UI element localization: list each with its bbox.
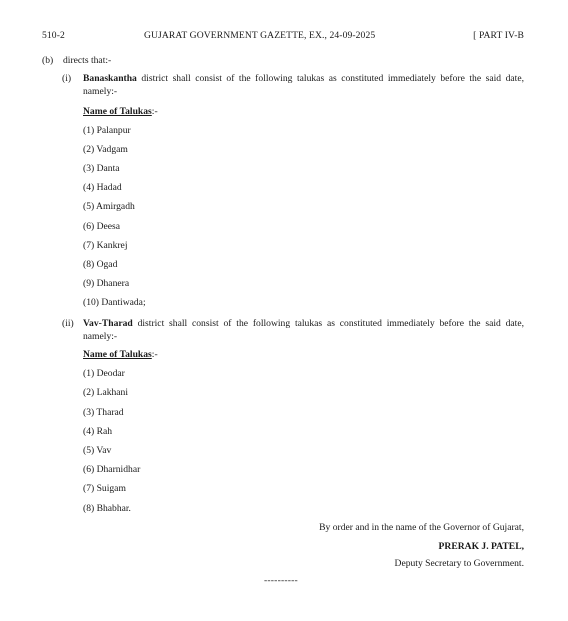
page-number: 510-2 [42,30,65,41]
subclause-i [62,72,524,98]
talukas-heading-i [83,106,158,117]
subclause-i-marker: (i) [62,73,72,84]
list-item: (7) Kankrej [83,240,128,251]
list-item: (6) Dharnidhar [83,464,141,475]
list-item: (5) Vav [83,445,112,456]
list-item: (1) Deodar [83,368,125,379]
subclause-i-text [83,72,524,98]
signatory-designation: Deputy Secretary to Government. [394,558,524,569]
district-name-banaskantha: Banaskantha [83,73,137,84]
gazette-title: GUJARAT GOVERNMENT GAZETTE, EX., 24-09-2025 [144,30,376,41]
subclause-i-body: district shall consist of the following talukas as constituted immediately before the said date, namely:- [83,73,524,97]
talukas-heading-ii [83,349,158,360]
subclause-ii [62,317,524,343]
part-label: [ PART IV-B [473,30,524,41]
talukas-heading-label: Name of Talukas [83,349,152,360]
talukas-heading-suffix: :- [151,349,158,360]
signatory-name: PRERAK J. PATEL, [438,541,524,552]
end-rule: ---------- [264,575,298,586]
order-line: By order and in the name of the Governor of Gujarat, [319,522,524,533]
list-item: (4) Hadad [83,182,122,193]
clause-b-marker: (b) [42,55,54,66]
subclause-ii-marker: (ii) [62,318,74,329]
list-item: (4) Rah [83,426,113,437]
subclause-ii-text [83,317,524,343]
list-item: (2) Vadgam [83,144,128,155]
talukas-heading-suffix: :- [151,106,158,117]
subclause-ii-body: district shall consist of the following talukas as constituted immediately before the said date, namely:- [83,318,524,342]
list-item: (3) Danta [83,163,120,174]
list-item: (2) Lakhani [83,387,129,398]
list-item: (5) Amirgadh [83,201,135,212]
list-item: (9) Dhanera [83,278,130,289]
list-item: (3) Tharad [83,407,124,418]
list-item: (7) Suigam [83,483,126,494]
list-item: (1) Palanpur [83,125,131,136]
clause-b-text: directs that:- [63,55,112,66]
list-item: (8) Ogad [83,259,118,270]
talukas-heading-label: Name of Talukas [83,106,152,117]
clause-b [42,55,111,66]
district-name-vav-tharad: Vav-Tharad [83,318,133,329]
page-header [42,30,524,44]
list-item: (10) Dantiwada; [83,297,146,308]
list-item: (6) Deesa [83,221,121,232]
list-item: (8) Bhabhar. [83,503,131,514]
